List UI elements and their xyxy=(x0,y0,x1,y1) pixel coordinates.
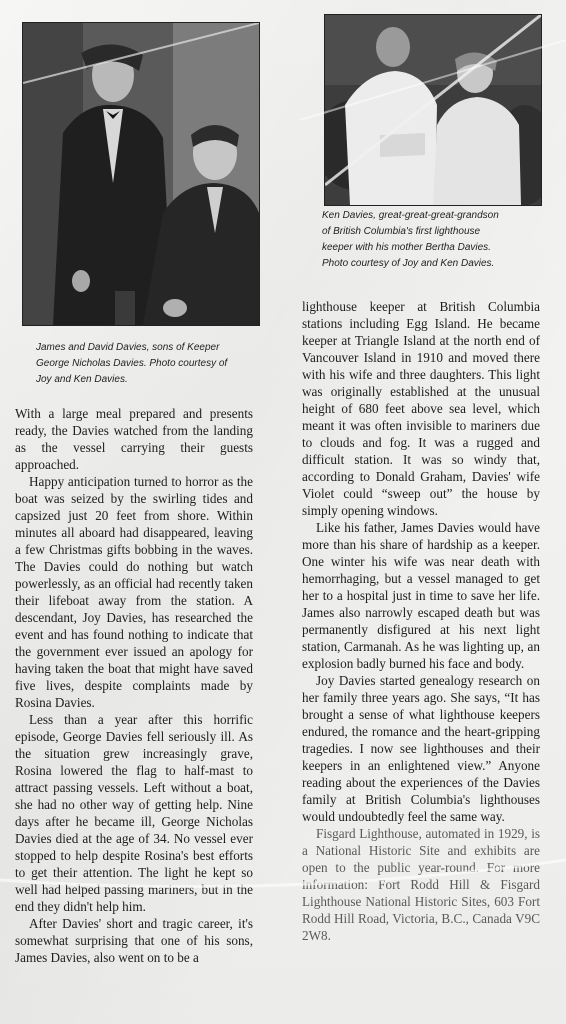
photo-caption-right xyxy=(322,208,552,272)
caption-line: Photo courtesy of Joy and Ken Davies. xyxy=(322,258,495,269)
article-paragraph: Happy anticipation turned to horror as the boat was seized by the swirling tides and capsized just 20 feet from shore. Within minutes all aboard had disappeared, leaving a few Christmas gifts bobbing in the waves. The Davies could do nothing but watch powerlessly, as an official had recently taken their lifeboat away from the station. A descendant, Joy Davies, has researched the event and has found nothing to indicate that the government ever issued an apology for having taken the boat that might have saved five lives, despite complaints made by Rosina Davies. xyxy=(15,474,253,710)
photo-james-and-david-davies xyxy=(22,22,260,326)
article-column-right xyxy=(302,298,540,944)
article-paragraph: Fisgard Lighthouse, automated in 1929, is a National Historic Site and exhibits are open to the public year-round. For more information: Fort Rodd Hill & Fisgard Lighthouse National Historic Sites, 603 Fort Rodd Hill Road, Victoria, B.C., Canada V9C 2W8. xyxy=(302,826,540,943)
article-column-left xyxy=(15,405,253,966)
article-paragraph: Less than a year after this horrific episode, George Davies fell seriously ill. As the situation grew increasingly grave, Rosina lowered the flag to half-mast to attract passing vessels. Left without a boat, she had no other way of getting help. Nine days after he became ill, George Nicholas Davies died at the age of 34. No vessel ever stopped to help despite Rosina's best efforts to get their attention. The light he kept so well had helped passing mariners, but in the end they didn't help him. xyxy=(15,712,253,914)
article-paragraph: lighthouse keeper at British Columbia stations including Egg Island. He became keeper at Triangle Island at the north end of Vancouver Island in 1910 and moved there with his wife and three daughters. This light was originally established at the unusual height of 680 feet above sea level, which meant it was often invisible to mariners due to clouds and fog. It was a rugged and difficult station. It was so windy that, according to Donald Graham, Davies' wife Violet could “sweep out” the house by simply opening windows. xyxy=(302,299,540,518)
photo-ken-and-bertha-davies xyxy=(324,14,542,206)
caption-line: George Nicholas Davies. Photo courtesy of xyxy=(36,358,228,369)
article-paragraph: Joy Davies started genealogy research on her family three years ago. She says, “It has brought a sense of what lighthouse keepers endured, the romance and the heart-gripping tragedies. I now see lighthouses and their keepers in an enlightened view.” Anyone reading about the experiences of the Davies family at British Columbia's lighthouses would undoubtedly feel the same way. xyxy=(302,673,540,824)
caption-line: keeper with his mother Bertha Davies. xyxy=(322,242,491,253)
article-paragraph: Like his father, James Davies would have more than his share of hardship as a keeper. One winter his wife was near death with hemorrhaging, but a vessel managed to get her to a hospital just in time to save her life. James also narrowly escaped death but was permanently disfigured at his next light station, Carmanah. As he was lighting up, an explosion badly burned his face and body. xyxy=(302,520,540,671)
caption-line: Ken Davies, great-great-great-grandson xyxy=(322,210,499,221)
caption-line: Joy and Ken Davies. xyxy=(36,374,128,385)
caption-line: James and David Davies, sons of Keeper xyxy=(36,342,220,353)
article-paragraph: With a large meal prepared and presents ready, the Davies watched from the landing as the vessel carrying their guests approached. xyxy=(15,406,253,472)
caption-line: of British Columbia's first lighthouse xyxy=(322,226,481,237)
photo-caption-left xyxy=(36,340,266,388)
article-paragraph: After Davies' short and tragic career, it's somewhat surprising that one of his sons, James Davies, also went on to be a xyxy=(15,916,253,965)
